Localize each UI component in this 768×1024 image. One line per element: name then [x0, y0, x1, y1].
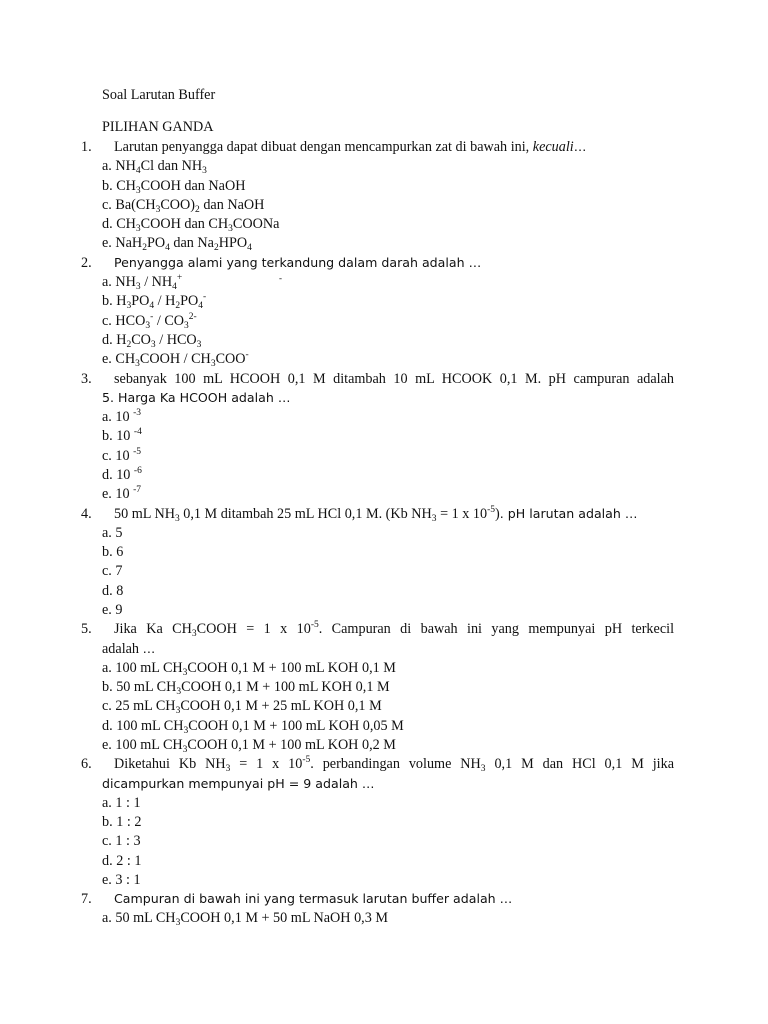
- option: a. $NH_4Cl$ dan $NH_3$: [102, 158, 207, 176]
- question-emphasis: kecuali: [532, 139, 574, 155]
- option: b. 50 mL $CH_3COOH$ 0,1 M + 100 mL KOH 0,1 M: [102, 679, 390, 697]
- question-text: Diketahui Kb $NH_3 = 1$ x $10^{-5}$. perbandingan volume $NH_3$ 0,1 M dan HCl 0,1 M jika: [114, 755, 674, 774]
- option: c. 10 $^{-5}$: [102, 447, 142, 464]
- question-text-continued: dicampurkan mempunyai pH = 9 adalah …: [102, 776, 375, 791]
- option: e. 100 mL $CH_3COOH$ 0,1 M + 100 mL KOH 0,2 M: [102, 737, 396, 755]
- option: b. $CH_3COOH$ dan NaOH: [102, 178, 246, 196]
- question-text: Larutan penyangga dapat dibuat dengan mencampurkan zat di bawah ini, kecuali…: [114, 139, 587, 155]
- option: a. $NH_3 / NH_4^+$: [102, 273, 183, 292]
- question-text: Penyangga alami yang terkandung dalam darah adalah …: [114, 255, 482, 270]
- option: c. 7: [102, 563, 123, 579]
- question-number: 1.: [81, 139, 92, 155]
- option: c. 1 : 3: [102, 833, 141, 849]
- option: c. 25 mL $CH_3COOH$ 0,1 M + 25 mL KOH 0,1 M: [102, 698, 382, 716]
- option: d. $CH_3COOH$ dan $CH_3COONa$: [102, 216, 280, 234]
- question-text-continued: 5. Harga Ka HCOOH adalah …: [102, 390, 291, 405]
- option: d. 100 mL $CH_3COOH$ 0,1 M + 100 mL KOH 0,05 M: [102, 718, 404, 736]
- section-heading: PILIHAN GANDA: [102, 119, 214, 135]
- option: b. 1 : 2: [102, 814, 142, 830]
- option: a. 1 : 1: [102, 795, 141, 811]
- option: d. 10 $^{-6}$: [102, 466, 142, 483]
- option: c. $Ba(CH_3COO)_2$ dan NaOH: [102, 197, 265, 215]
- option: b. 6: [102, 544, 124, 560]
- question-text: 50 mL $NH_3$ 0,1 M ditambah 25 mL HCl 0,1 M. (Kb $NH_3 = 1$ x $10^{-5}$). pH larutan adalah …: [114, 505, 638, 524]
- option: a. 5: [102, 525, 123, 541]
- option: b. 10 $^{-4}$: [102, 427, 142, 444]
- option: a. 100 mL $CH_3COOH$ 0,1 M + 100 mL KOH 0,1 M: [102, 660, 396, 678]
- document-title: Soal Larutan Buffer: [102, 87, 216, 103]
- question-number: 6.: [81, 756, 92, 772]
- question-text: Campuran di bawah ini yang termasuk larutan buffer adalah …: [114, 891, 513, 906]
- option: b. $H_3PO_4 / H_2PO_4^-$: [102, 292, 207, 311]
- question-number: 7.: [81, 891, 92, 907]
- option: a. 10 $^{-3}$: [102, 408, 142, 425]
- option: c. $HCO_3^- / CO_3^{2-}$: [102, 312, 197, 331]
- option: e. 10 $^{-7}$: [102, 485, 142, 502]
- question-number: 2.: [81, 255, 92, 271]
- question-text-continued: adalah …: [102, 641, 156, 657]
- question-number: 3.: [81, 371, 92, 387]
- option: d. 2 : 1: [102, 853, 142, 869]
- option: a. 50 mL $CH_3COOH$ 0,1 M + 50 mL NaOH 0,3 M: [102, 910, 388, 928]
- question-text: sebanyak 100 mL HCOOH 0,1 M ditambah 10 mL HCOOK 0,1 M. pH campuran adalah: [114, 371, 674, 387]
- question-number: 4.: [81, 506, 92, 522]
- option: d. 8: [102, 583, 124, 599]
- option: e. $CH_3COOH / CH_3COO^-$: [102, 350, 249, 369]
- option: e. $NaH_2PO_4$ dan $Na_2HPO_4$: [102, 235, 252, 253]
- question-text: Jika Ka $CH_3COOH = 1$ x $10^{-5}$. Campuran di bawah ini yang mempunyai pH terkecil: [114, 620, 675, 639]
- option: e. 9: [102, 602, 123, 618]
- question-number: 5.: [81, 621, 92, 637]
- option: d. $H_2CO_3 / HCO_3$: [102, 332, 202, 350]
- stray-mark: -: [279, 273, 282, 283]
- option: e. 3 : 1: [102, 872, 141, 888]
